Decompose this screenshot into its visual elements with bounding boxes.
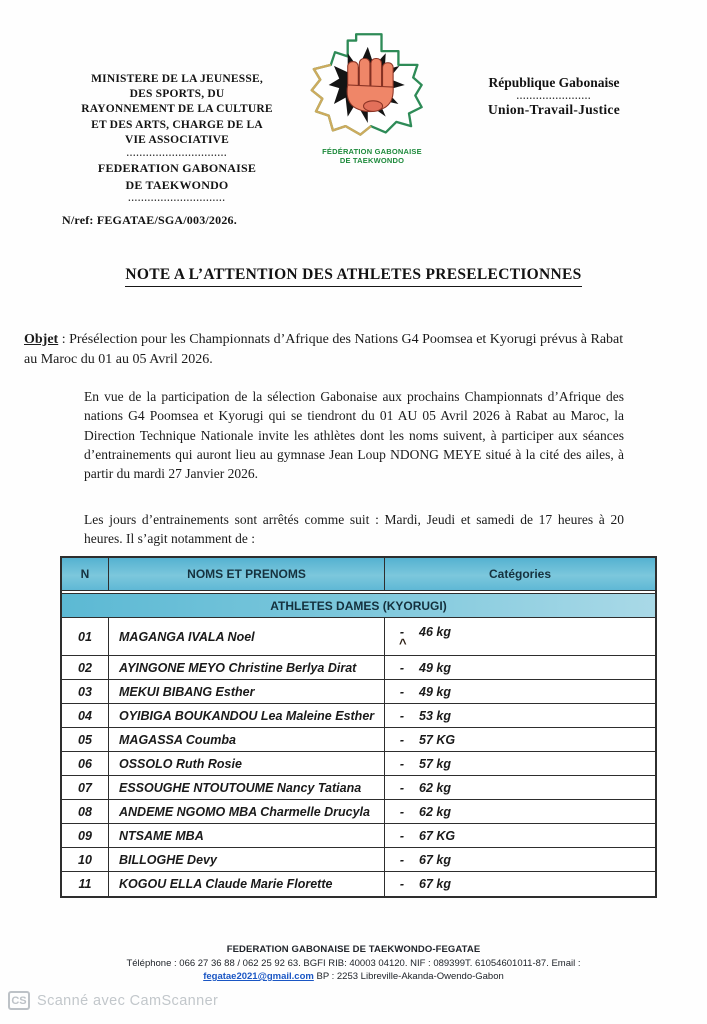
table-section-header: ATHLETES DAMES (KYORUGI): [62, 593, 655, 618]
scan-artifact-caret: ^: [399, 636, 407, 651]
row-number: 03: [78, 684, 92, 699]
ministry-line: ET DES ARTS, CHARGE DE LA: [91, 118, 263, 131]
athlete-name: OSSOLO Ruth Rosie: [108, 752, 384, 775]
table-row: [62, 704, 655, 728]
row-number: 05: [78, 732, 92, 747]
table-header-row: [62, 558, 655, 591]
weight-value: 62 kg: [419, 804, 451, 819]
logo-caption: FÉDÉRATION GABONAISE: [322, 147, 422, 156]
subject-text: : Présélection pour les Championnats d’Afrique des Nations G4 Poomsea et Kyorugi prévus à Rabat au Maroc du 01 au 05 Avril 2026.: [24, 332, 624, 367]
national-motto: Union-Travail-Justice: [487, 102, 621, 117]
weight-value: 67 kg: [419, 877, 451, 891]
weight-dash: -: [399, 660, 405, 675]
row-number: 11: [78, 877, 92, 891]
footer-email-link[interactable]: fegatae2021@gmail.com: [203, 971, 314, 982]
ministry-line: MINISTERE DE LA JEUNESSE,: [91, 73, 263, 85]
column-header-names: NOMS ET PRENOMS: [108, 558, 384, 590]
table-row: [62, 776, 655, 800]
weight-dash: -: [399, 684, 405, 699]
weight-value: 49 kg: [419, 660, 451, 675]
athlete-name: MAGASSA Coumba: [108, 728, 384, 751]
camscanner-text: Scanné avec CamScanner: [37, 992, 219, 1009]
table-row: [62, 752, 655, 776]
column-header-categories: Catégories: [384, 558, 655, 590]
row-number: 06: [78, 756, 92, 771]
athlete-name: ANDEME NGOMO MBA Charmelle Drucyla: [108, 800, 384, 823]
table-row: [62, 656, 655, 680]
row-number: 09: [78, 828, 92, 843]
athlete-name: ESSOUGHE NTOUTOUME Nancy Tatiana: [108, 776, 384, 799]
weight-dash: -: [399, 852, 405, 867]
weight-dash: -: [399, 625, 405, 639]
camscanner-badge-icon: CS: [8, 991, 30, 1010]
athlete-name: MAGANGA IVALA Noel: [108, 618, 384, 655]
ministry-line: DES SPORTS, DU: [129, 88, 225, 101]
footer-address-line: [0, 970, 707, 984]
weight-value: 53 kg: [419, 708, 451, 723]
athlete-name: BILLOGHE Devy: [108, 848, 384, 871]
weight-cell: [385, 625, 451, 651]
row-number: 04: [78, 708, 92, 723]
athletes-table: [60, 556, 657, 898]
weight-dash: -: [399, 877, 405, 891]
table-row: [62, 618, 655, 656]
athlete-name: NTSAME MBA: [108, 824, 384, 847]
weight-value: 49 kg: [419, 684, 451, 699]
athlete-name: MEKUI BIBANG Esther: [108, 680, 384, 703]
table-row: [62, 680, 655, 704]
footer-contact-line: Téléphone : 066 27 36 88 / 062 25 92 63. BGFI RIB: 40003 04120. NIF : 089399T. 61054601011-87. Email :: [126, 957, 581, 969]
logo-caption: DE TAEKWONDO: [339, 156, 405, 165]
weight-dash: -: [399, 828, 405, 843]
weight-value: 67 kg: [419, 852, 451, 867]
subject-line: [24, 330, 638, 370]
ministry-block: [46, 72, 308, 228]
table-row: [62, 848, 655, 872]
weight-value: 62 kg: [419, 780, 451, 795]
separator-dots: ...............................: [126, 148, 228, 159]
row-number: 10: [78, 852, 92, 867]
athlete-name: OYIBIGA BOUKANDOU Lea Maleine Esther: [108, 704, 384, 727]
federation-logo: [299, 30, 445, 165]
gabon-map-fist-icon: [302, 30, 442, 142]
footer-federation-line: FEDERATION GABONAISE DE TAEKWONDO-FEGATAE: [226, 944, 481, 955]
weight-value: 67 KG: [419, 828, 456, 843]
athlete-name: AYINGONE MEYO Christine Berlya Dirat: [108, 656, 384, 679]
table-row: [62, 824, 655, 848]
table-row: [62, 728, 655, 752]
weight-dash: -: [399, 804, 405, 819]
row-number: 01: [78, 629, 92, 644]
federation-name-line: DE TAEKWONDO: [125, 178, 229, 193]
weight-dash: -: [399, 708, 405, 723]
column-header-number: N: [80, 567, 90, 581]
row-number: 07: [78, 780, 92, 795]
fist-icon: [347, 59, 393, 112]
weight-value: 57 KG: [419, 732, 456, 747]
ministry-line: RAYONNEMENT DE LA CULTURE: [81, 103, 273, 116]
body-paragraph-1: En vue de la participation de la sélection Gabonaise aux prochains Championnats d’Afrique des nations G4 Poomsea et Kyorugi qui se tiendront du 01 AU 05 Avril 2026 à Rabat au Maroc, la Direction Technique Nationale invite les athlètes dont les noms suivent, à participer aux séances d’entrainements qui auront lieu au gymnase Jean Loup NDONG MEYE situé à la cité des ailes, à partir du mardi 27 Janvier 2026.: [84, 389, 624, 482]
weight-value: 46 kg: [419, 625, 451, 639]
reference-number: N/ref: FEGATAE/SGA/003/2026.: [62, 213, 237, 228]
document-title-row: [0, 266, 707, 287]
weight-dash: -: [399, 732, 405, 747]
footer: [0, 943, 707, 984]
republic-block: [436, 74, 672, 118]
footer-address: BP : 2253 Libreville-Akanda-Owendo-Gabon: [313, 971, 504, 982]
federation-name-line: FEDERATION GABONAISE: [97, 161, 257, 176]
weight-value: 57 kg: [419, 756, 451, 771]
athlete-name: KOGOU ELLA Claude Marie Florette: [108, 872, 384, 896]
separator-dots: ..............................: [128, 193, 226, 204]
separator-dots: .......................: [516, 91, 592, 101]
row-number: 08: [78, 804, 92, 819]
weight-dash: -: [399, 780, 405, 795]
republic-title: République Gabonaise: [488, 75, 620, 90]
row-number: 02: [78, 660, 92, 675]
table-row: [62, 800, 655, 824]
weight-dash: -: [399, 756, 405, 771]
subject-label: Objet: [24, 332, 59, 347]
ministry-line: VIE ASSOCIATIVE: [124, 133, 230, 146]
camscanner-watermark: [8, 991, 218, 1010]
body-paragraph-2: Les jours d’entrainements sont arrêtés comme suit : Mardi, Jeudi et samedi de 17 heures à 20 heures. Il s’agit notamment de :: [84, 512, 624, 547]
table-row: [62, 872, 655, 896]
document-title: NOTE A L’ATTENTION DES ATHLETES PRESELECTIONNES: [125, 266, 581, 287]
